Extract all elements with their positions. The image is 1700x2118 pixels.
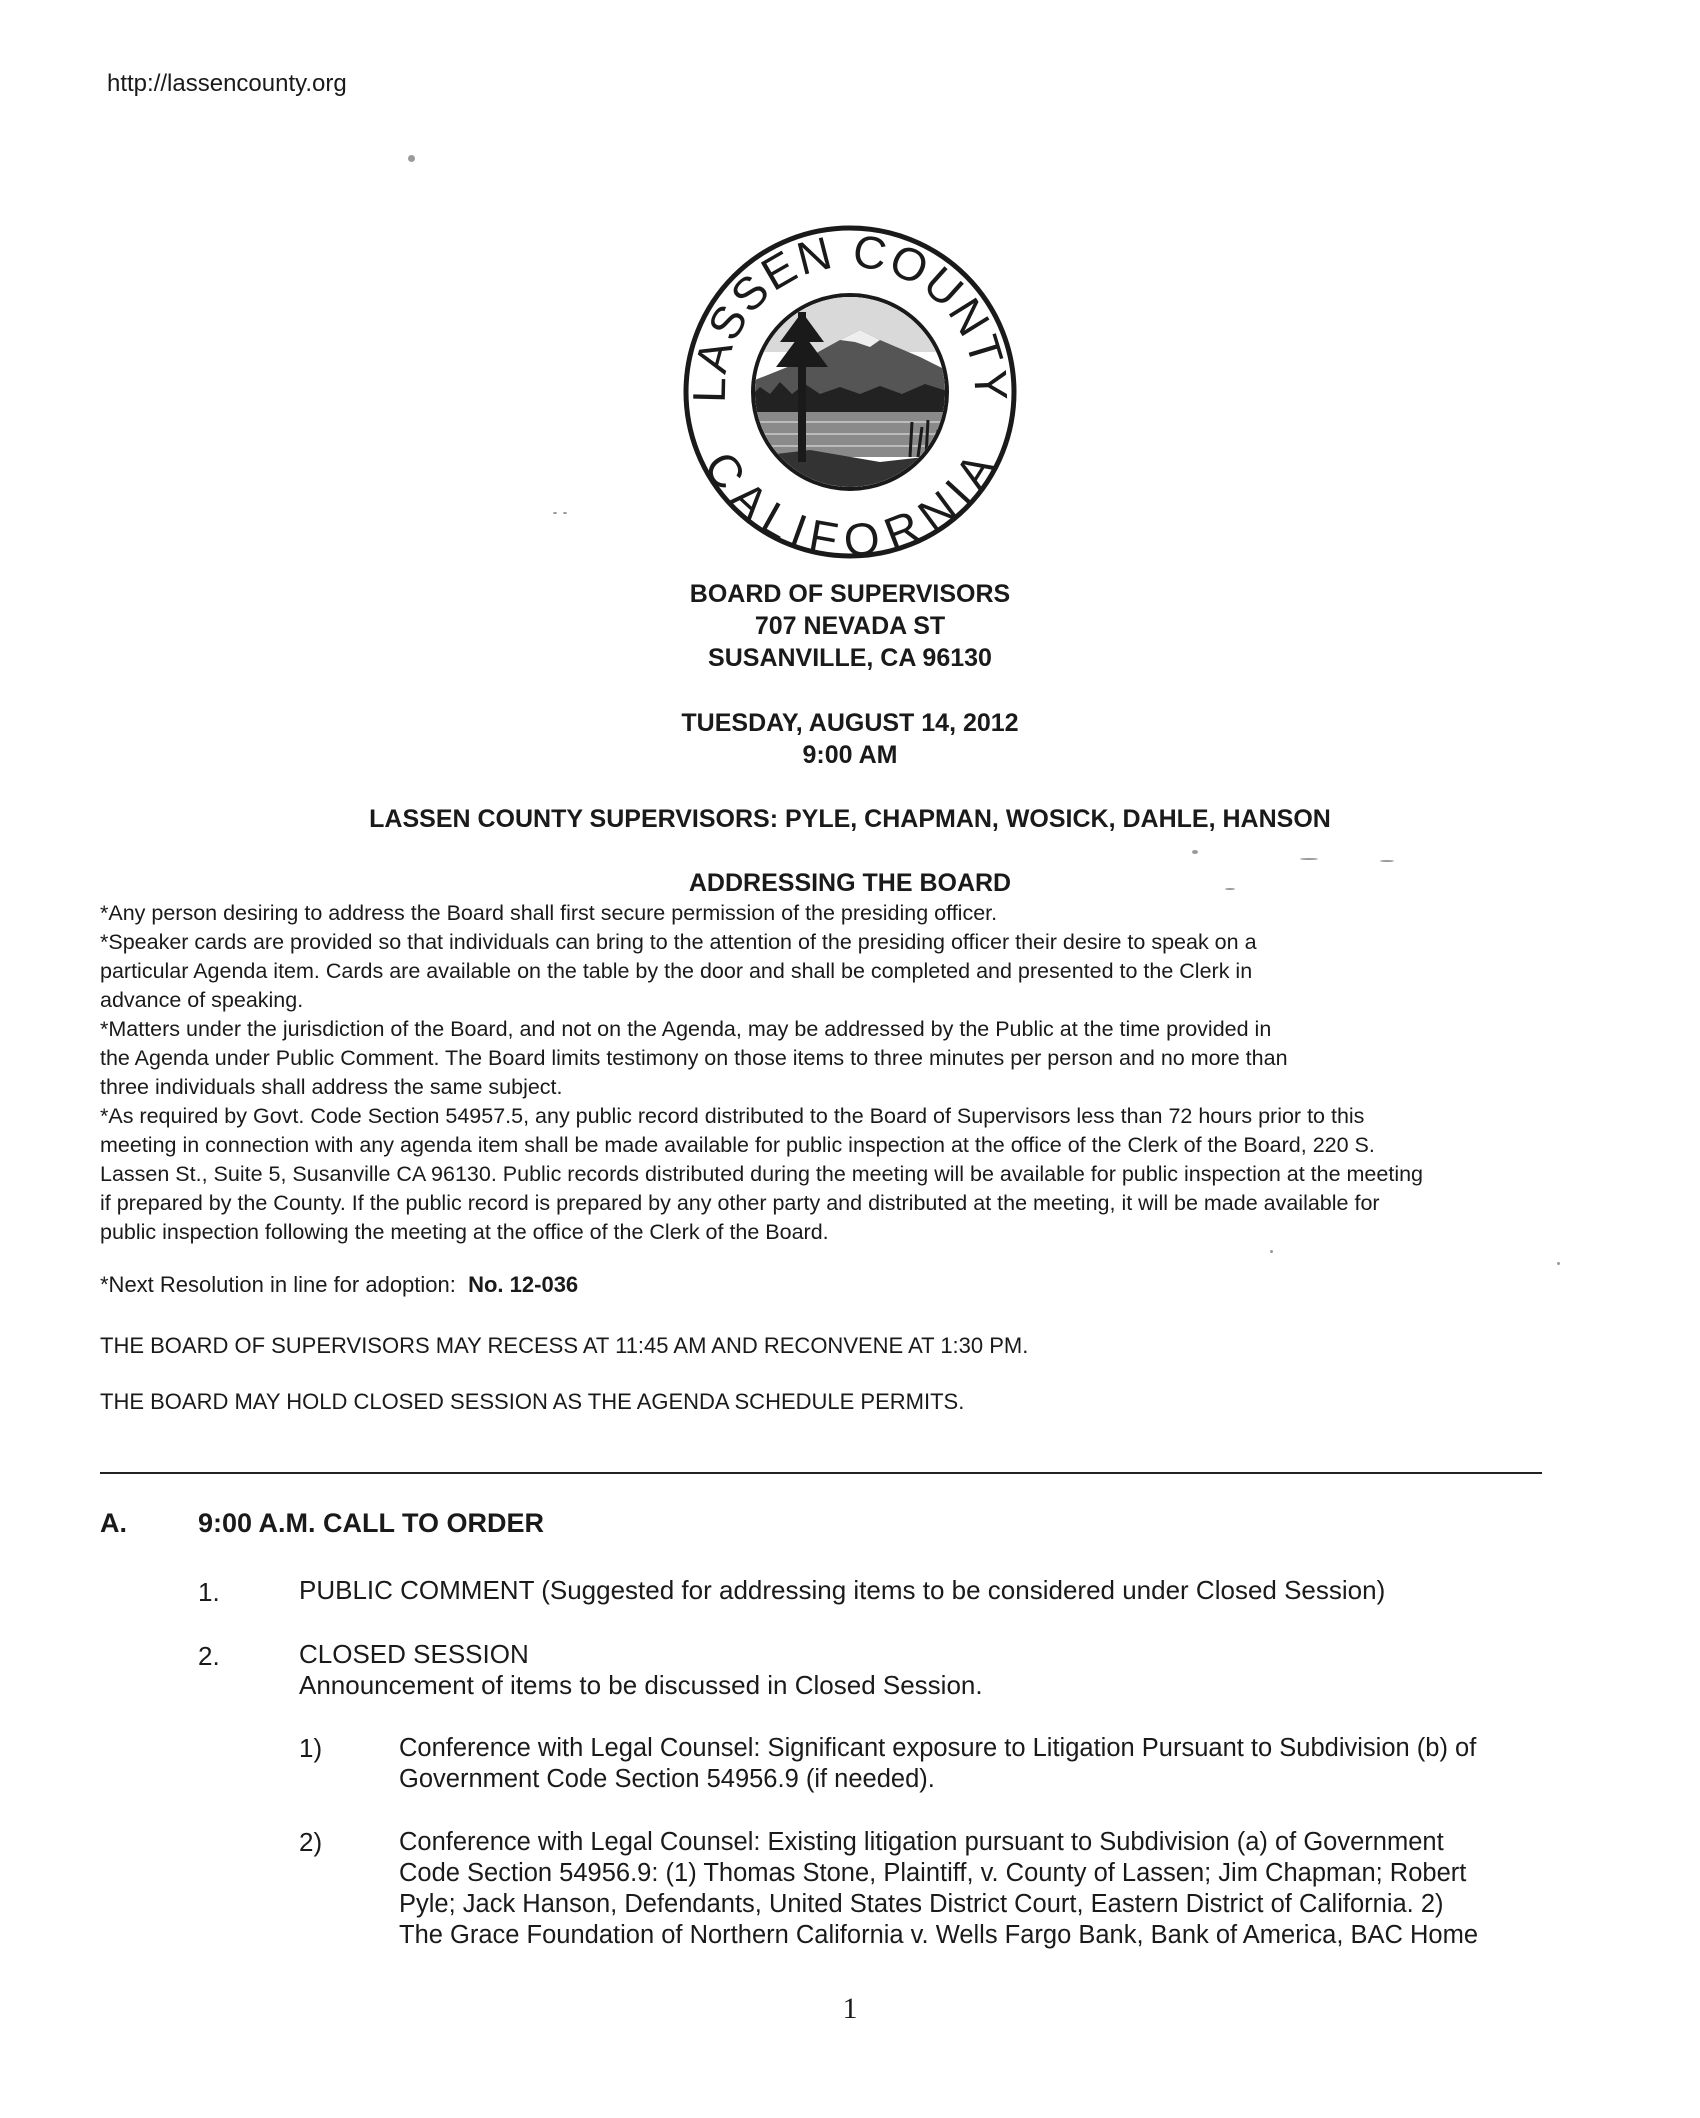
rule-line: *Matters under the jurisdiction of the Board, and not on the Agenda, may be addressed by the Public at the time provided in <box>100 1017 1272 1041</box>
scan-speck <box>1270 1250 1273 1253</box>
section-letter: A. <box>100 1508 127 1538</box>
subitem-line: Conference with Legal Counsel: Existing litigation pursuant to Subdivision (a) of Government <box>399 1828 1444 1856</box>
addressing-rules <box>100 899 1600 1247</box>
scan-speck <box>1380 860 1394 862</box>
rule-line: particular Agenda item. Cards are available on the table by the door and shall be completed and presented to the Clerk in <box>100 959 1253 983</box>
resolution-label: *Next Resolution in line for adoption: <box>100 1272 469 1297</box>
item-number: 1. <box>198 1577 220 1607</box>
section-title: 9:00 A.M. CALL TO ORDER <box>198 1508 545 1538</box>
scan-speck <box>1192 850 1198 854</box>
subitem-line: The Grace Foundation of Northern California v. Wells Fargo Bank, Bank of America, BAC Home <box>399 1921 1479 1949</box>
board-address: 707 NEVADA ST <box>754 612 946 640</box>
county-seal-graphic <box>680 222 1020 562</box>
scan-speck <box>408 155 415 162</box>
seal-top-text: LASSEN COUNTY <box>682 224 1018 404</box>
page-number: 1 <box>842 1992 858 2025</box>
rule-line: *Speaker cards are provided so that individuals can bring to the attention of the presiding officer their desire to speak on a <box>100 930 1257 954</box>
section-divider <box>100 1472 1542 1474</box>
scan-speck <box>563 512 567 514</box>
recess-note: THE BOARD OF SUPERVISORS MAY RECESS AT 11:45 AM AND RECONVENE AT 1:30 PM. <box>100 1333 1029 1358</box>
rule-line: meeting in connection with any agenda item shall be made available for public inspection at the office of the Clerk of the Board, 220 S. <box>100 1133 1375 1157</box>
addressing-title: ADDRESSING THE BOARD <box>688 869 1012 897</box>
subitem-line: Conference with Legal Counsel: Significant exposure to Litigation Pursuant to Subdivision (b) of <box>399 1734 1477 1762</box>
closed-session-note: THE BOARD MAY HOLD CLOSED SESSION AS THE AGENDA SCHEDULE PERMITS. <box>100 1389 965 1414</box>
subitem-number: 1) <box>299 1733 323 1763</box>
scan-speck <box>1557 1262 1560 1265</box>
rule-line: three individuals shall address the same subject. <box>100 1075 563 1099</box>
closed-session-item <box>299 1639 983 1701</box>
supervisors-list: LASSEN COUNTY SUPERVISORS: PYLE, CHAPMAN, WOSICK, DAHLE, HANSON <box>369 805 1331 833</box>
rule-line: *As required by Govt. Code Section 54957.5, any public record distributed to the Board of Supervisors less than 72 hours prior to this <box>100 1104 1365 1128</box>
board-name: BOARD OF SUPERVISORS <box>689 580 1011 608</box>
rule-line: the Agenda under Public Comment. The Board limits testimony on those items to three minutes per person and no more than <box>100 1046 1288 1070</box>
legal-counsel-item-2 <box>399 1827 1689 1951</box>
scan-speck <box>553 512 557 514</box>
closed-session-subtitle: Announcement of items to be discussed in Closed Session. <box>299 1670 983 1700</box>
subitem-line: Code Section 54956.9: (1) Thomas Stone, Plaintiff, v. County of Lassen; Jim Chapman; Robert <box>399 1859 1467 1887</box>
rule-line: Lassen St., Suite 5, Susanville CA 96130. Public records distributed during the meeting will be available for public inspection at the meeting <box>100 1162 1424 1186</box>
subitem-number: 2) <box>299 1827 323 1857</box>
seal-bottom-text: CALIFORNIA <box>694 442 1006 562</box>
resolution-number: No. 12-036 <box>468 1272 579 1297</box>
item-number: 2. <box>198 1641 220 1671</box>
meeting-time: 9:00 AM <box>802 741 898 769</box>
rule-line: if prepared by the County. If the public record is prepared by any other party and distributed at the meeting, it will be made available for <box>100 1191 1380 1215</box>
public-comment-item: PUBLIC COMMENT (Suggested for addressing items to be considered under Closed Session) <box>299 1575 1386 1605</box>
rule-line: advance of speaking. <box>100 988 304 1012</box>
board-heading <box>0 578 1700 674</box>
rule-line: *Any person desiring to address the Board shall first secure permission of the presiding officer. <box>100 901 998 925</box>
subitem-line: Government Code Section 54956.9 (if needed). <box>399 1765 935 1793</box>
subitem-line: Pyle; Jack Hanson, Defendants, United States District Court, Eastern District of California. 2) <box>399 1890 1444 1918</box>
meeting-date: TUESDAY, AUGUST 14, 2012 <box>681 709 1019 737</box>
site-url: http://lassencounty.org <box>107 70 347 97</box>
board-city: SUSANVILLE, CA 96130 <box>708 644 992 672</box>
closed-session-title: CLOSED SESSION <box>299 1639 529 1669</box>
scan-speck <box>1300 858 1318 860</box>
next-resolution <box>100 1272 578 1298</box>
legal-counsel-item-1 <box>399 1733 1689 1795</box>
meeting-datetime <box>0 707 1700 771</box>
rule-line: public inspection following the meeting at the office of the Clerk of the Board. <box>100 1220 829 1244</box>
county-seal <box>680 222 1020 562</box>
